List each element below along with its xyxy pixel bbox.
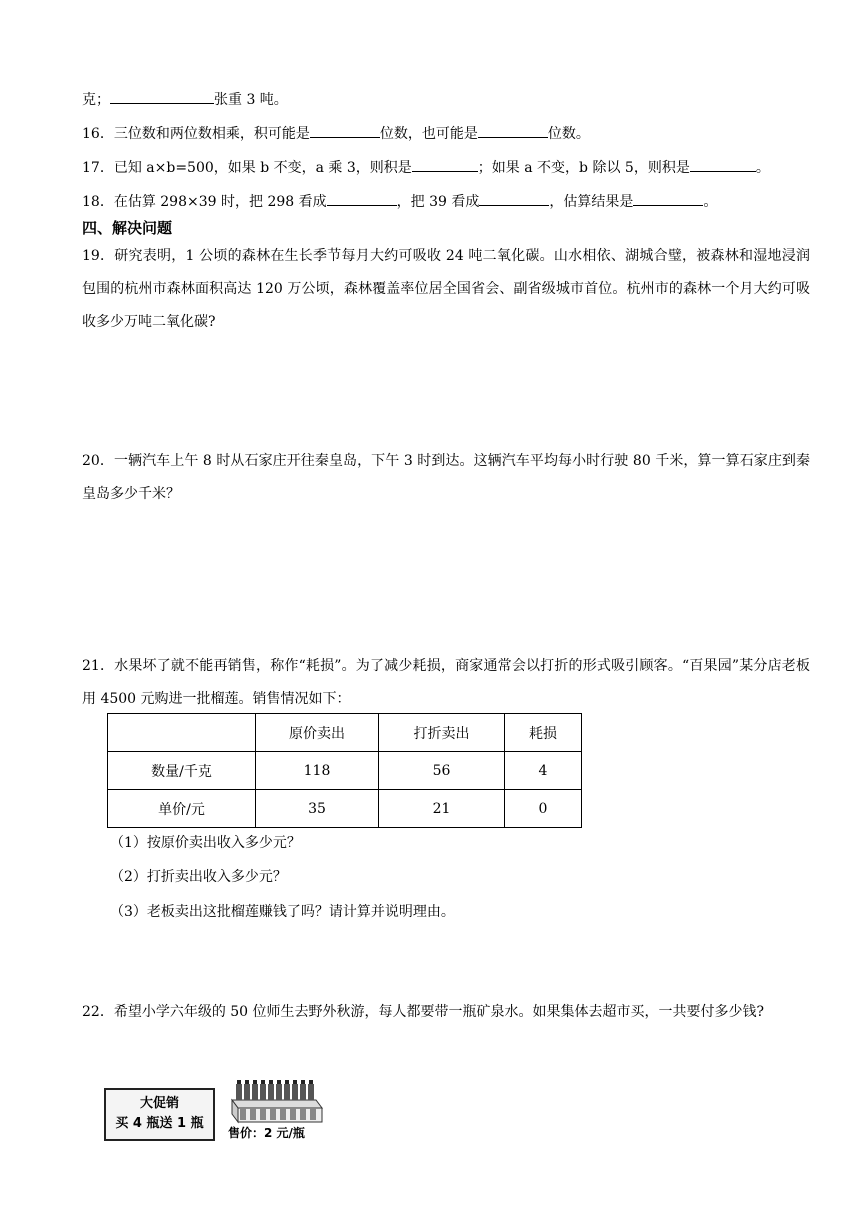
question-21: 21．水果坏了就不能再销售，称作“耗损”。为了减少耗损，商家通常会以打折的形式吸引顾客。“百果园”某分店老板用 4500 元购进一批榴莲。销售情况如下： bbox=[82, 658, 810, 707]
table-cell: 0 bbox=[505, 790, 582, 828]
promotion-title: 大促销 bbox=[139, 1096, 179, 1111]
q15-tail: 克； 张重 3 吨。 bbox=[82, 89, 288, 110]
table-header-cell: 原价卖出 bbox=[256, 714, 379, 752]
promotion-offer: 买 4 瓶送 1 瓶 bbox=[115, 1116, 204, 1131]
table-row bbox=[108, 752, 582, 790]
question-20: 20．一辆汽车上午 8 时从石家庄开往秦皇岛，下午 3 时到达。这辆汽车平均每小时行驶 80 千米，算一算石家庄到秦皇岛多少千米？ bbox=[82, 453, 810, 502]
question-22: 22．希望小学六年级的 50 位师生去野外秋游，每人都要带一瓶矿泉水。如果集体去超市买，一共要付多少钱? bbox=[82, 1004, 765, 1020]
table-cell: 35 bbox=[256, 790, 379, 828]
table-header-row bbox=[108, 714, 582, 752]
question-18: 18．在估算 298×39 时，把 298 看成 ，把 39 看成 ，估算结果是 。 bbox=[82, 191, 717, 212]
table-row bbox=[108, 790, 582, 828]
sales-table bbox=[107, 713, 582, 828]
answer-blank[interactable] bbox=[110, 89, 214, 104]
water-bottle-pack-icon bbox=[226, 1078, 324, 1124]
table-cell: 单价/元 bbox=[108, 790, 256, 828]
answer-blank[interactable] bbox=[412, 157, 478, 172]
table-header-cell: 耗损 bbox=[505, 714, 582, 752]
question-19: 19．研究表明，1 公顷的森林在生长季节每月大约可吸收 24 吨二氧化碳。山水相依、湖城合璧，被森林和湿地浸润包围的杭州市森林面积高达 120 万公顷，森林覆盖率位居全国省会、副省级城市首位。杭州市的森林一个月大约可吸收多少万吨二氧化碳? bbox=[82, 248, 810, 330]
promotion-sign bbox=[104, 1088, 215, 1141]
answer-blank[interactable] bbox=[478, 123, 548, 138]
table-cell: 数量/千克 bbox=[108, 752, 256, 790]
sub-question-2: （2）打折卖出收入多少元？ bbox=[110, 869, 287, 885]
answer-blank[interactable] bbox=[633, 191, 703, 206]
question-16: 16．三位数和两位数相乘，积可能是 位数，也可能是 位数。 bbox=[82, 123, 590, 144]
answer-blank[interactable] bbox=[479, 191, 549, 206]
table-cell: 118 bbox=[256, 752, 379, 790]
section-heading: 四、解决问题 bbox=[82, 219, 173, 237]
answer-blank[interactable] bbox=[327, 191, 397, 206]
table-header-cell bbox=[108, 714, 256, 752]
answer-blank[interactable] bbox=[690, 157, 756, 172]
table-cell: 21 bbox=[379, 790, 505, 828]
question-17: 17．已知 a×b=500，如果 b 不变，a 乘 3，则积是 ；如果 a 不变，b 除以 5，则积是 。 bbox=[82, 157, 770, 178]
table-header-cell: 打折卖出 bbox=[379, 714, 505, 752]
answer-blank[interactable] bbox=[310, 123, 380, 138]
sub-question-1: （1）按原价卖出收入多少元？ bbox=[110, 835, 301, 851]
table-cell: 4 bbox=[505, 752, 582, 790]
sub-question-3: （3）老板卖出这批榴莲赚钱了吗？请计算并说明理由。 bbox=[110, 904, 455, 920]
price-label: 售价：2 元/瓶 bbox=[228, 1126, 305, 1140]
table-cell: 56 bbox=[379, 752, 505, 790]
